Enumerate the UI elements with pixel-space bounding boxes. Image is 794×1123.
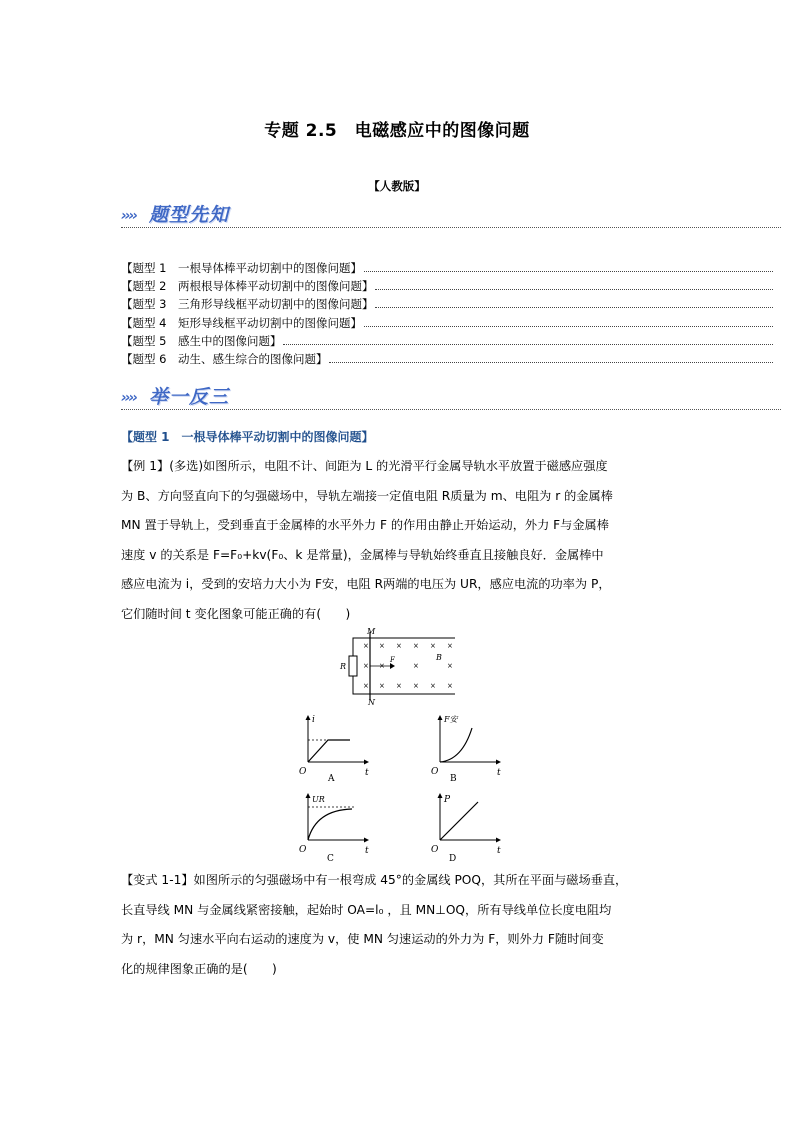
toc-item[interactable]: 【题型 6 动生、感生综合的图像问题】 — [121, 351, 773, 369]
edition-label: 【人教版】 — [368, 179, 426, 193]
toc-item[interactable]: 【题型 5 感生中的图像问题】 — [121, 333, 773, 351]
example-1-text: 【例 1】(多选)如图所示，电阻不计、间距为 L 的光滑平行金属导轨水平放置于磁感应强度 为 B、方向竖直向下的匀强磁场中，导轨左端接一定值电阻 R质量为 m、电阻为 r 的金属棒 MN 置于导轨上，受到垂直于金属棒的水平外力 F 的作用由静止开始运动，外力 F与金属棒 速度 v 的关系是 F=F₀+kv(F₀、k 是常量)，金属棒与导轨始终垂直且接触良好．金属棒中 感应电流为 i，受到的安培力大小为 F安，电阻 R两端的电压为 UR，感应电流的功率为 P， 它们随时间 t 变化图象可能正确的有( ) — [121, 459, 613, 621]
svg-text:O: O — [299, 767, 307, 777]
option-label: B — [450, 774, 457, 782]
svg-text:×: × — [430, 642, 436, 650]
svg-text:t: t — [365, 768, 369, 778]
banner-examples — [121, 382, 781, 412]
svg-text:×: × — [447, 662, 453, 670]
option-graph-a — [294, 712, 374, 782]
svg-text:B: B — [436, 653, 442, 662]
banner-title: 举一反三 — [149, 386, 230, 408]
option-label: D — [449, 854, 457, 862]
svg-text:M: M — [367, 627, 376, 636]
svg-text:×: × — [413, 662, 419, 670]
option-label: A — [328, 774, 335, 782]
toc-leader — [283, 336, 773, 345]
banner-arrows-icon: ›››› — [121, 208, 137, 224]
svg-text:×: × — [447, 642, 453, 650]
option-graph-b — [426, 712, 506, 782]
svg-text:F安: F安 — [444, 715, 458, 724]
svg-text:N: N — [368, 698, 375, 706]
svg-text:t: t — [497, 768, 501, 778]
svg-text:P: P — [444, 795, 451, 805]
svg-text:×: × — [379, 642, 385, 650]
banner-question-types — [121, 200, 781, 230]
svg-text:×: × — [379, 662, 385, 670]
divider — [121, 227, 781, 228]
svg-text:×: × — [430, 682, 436, 690]
svg-text:×: × — [447, 682, 453, 690]
svg-text:O: O — [431, 767, 439, 777]
table-of-contents — [121, 260, 773, 369]
svg-text:×: × — [396, 682, 402, 690]
toc-leader — [375, 299, 773, 308]
divider — [121, 409, 781, 410]
toc-leader — [364, 318, 773, 327]
option-graph-c — [294, 790, 374, 862]
svg-text:×: × — [413, 642, 419, 650]
toc-leader — [375, 281, 773, 290]
banner-title: 题型先知 — [149, 204, 230, 226]
svg-text:×: × — [363, 682, 369, 690]
svg-text:t: t — [497, 846, 501, 856]
toc-leader — [329, 354, 773, 363]
page-title: 专题 2.5 电磁感应中的图像问题 — [264, 121, 530, 141]
toc-item[interactable]: 【题型 2 两根根导体棒平动切割中的图像问题】 — [121, 278, 773, 296]
toc-item[interactable]: 【题型 1 一根导体棒平动切割中的图像问题】 — [121, 260, 773, 278]
toc-item[interactable]: 【题型 3 三角形导线框平动切割中的图像问题】 — [121, 296, 773, 314]
banner-arrows-icon: ›››› — [121, 390, 137, 406]
svg-text:i: i — [312, 715, 315, 725]
svg-text:×: × — [363, 642, 369, 650]
section-heading: 【题型 1 一根导体棒平动切割中的图像问题】 — [121, 430, 374, 444]
svg-text:O: O — [431, 845, 439, 855]
svg-text:F: F — [390, 656, 395, 664]
circuit-figure — [335, 626, 465, 706]
toc-item[interactable]: 【题型 4 矩形导线框平动切割中的图像问题】 — [121, 315, 773, 333]
svg-text:×: × — [363, 662, 369, 670]
svg-text:t: t — [365, 846, 369, 856]
resistor-icon — [349, 656, 357, 676]
variant-1-1-text: 【变式 1-1】如图所示的匀强磁场中有一根弯成 45°的金属线 POQ，其所在平面与磁场垂直， 长直导线 MN 与金属线紧密接触，起始时 OA=l₀ ，且 MN⊥OQ，所有导线单位长度电阻均 为 r，MN 匀速水平向右运动的速度为 v，使 MN 匀速运动的外力为 F，则外力 F随时间变 化的规律图象正确的是( ) — [121, 873, 628, 976]
option-label: C — [327, 854, 334, 862]
toc-leader — [364, 263, 773, 272]
svg-text:O: O — [299, 845, 307, 855]
option-graph-d — [426, 790, 506, 862]
svg-text:R: R — [340, 662, 347, 671]
svg-text:×: × — [413, 682, 419, 690]
svg-text:UR: UR — [312, 795, 325, 804]
svg-text:×: × — [379, 682, 385, 690]
svg-text:×: × — [396, 642, 402, 650]
